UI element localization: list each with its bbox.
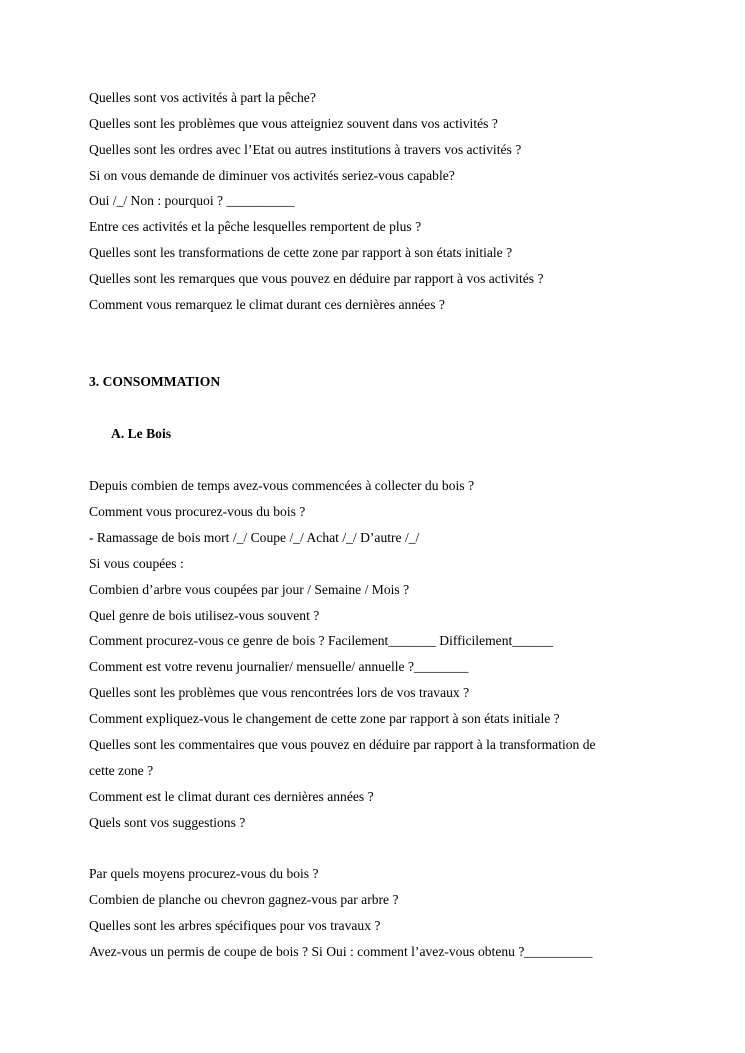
question-line: Quelles sont les commentaires que vous pouvez en déduire par rapport à la transformation de xyxy=(89,737,596,752)
subsection-heading: A. Le Bois xyxy=(111,426,172,441)
question-line: Combien d’arbre vous coupées par jour / Semaine / Mois ? xyxy=(89,582,410,597)
question-line: Par quels moyens procurez-vous du bois ? xyxy=(89,866,319,881)
question-line: Quel genre de bois utilisez-vous souvent ? xyxy=(89,608,320,623)
question-line: Comment expliquez-vous le changement de cette zone par rapport à son états initiale ? xyxy=(89,711,560,726)
question-line: Comment est le climat durant ces dernières années ? xyxy=(89,789,374,804)
question-line: Oui /_/ Non : pourquoi ? __________ xyxy=(89,193,295,208)
question-line: Comment procurez-vous ce genre de bois ? Facilement_______ Difficilement______ xyxy=(89,633,554,648)
question-line: Quelles sont les ordres avec l’Etat ou autres institutions à travers vos activités ? xyxy=(89,142,522,157)
question-line: Entre ces activités et la pêche lesquelles remportent de plus ? xyxy=(89,219,422,234)
section-heading: 3. CONSOMMATION xyxy=(89,374,221,389)
question-line: Combien de planche ou chevron gagnez-vous par arbre ? xyxy=(89,892,399,907)
question-line: Comment vous remarquez le climat durant ces dernières années ? xyxy=(89,297,445,312)
question-line: Quelles sont les problèmes que vous rencontrées lors de vos travaux ? xyxy=(89,685,470,700)
question-line: Si vous coupées : xyxy=(89,556,184,571)
question-line: Quels sont vos suggestions ? xyxy=(89,815,246,830)
question-line: - Ramassage de bois mort /_/ Coupe /_/ Achat /_/ D’autre /_/ xyxy=(89,530,420,545)
question-line: Comment vous procurez-vous du bois ? xyxy=(89,504,306,519)
question-line: Avez-vous un permis de coupe de bois ? Si Oui : comment l’avez-vous obtenu ?__________ xyxy=(89,944,593,959)
question-line: Quelles sont les arbres spécifiques pour vos travaux ? xyxy=(89,918,381,933)
question-line: Quelles sont les problèmes que vous atteigniez souvent dans vos activités ? xyxy=(89,116,498,131)
question-line: Quelles sont les remarques que vous pouvez en déduire par rapport à vos activités ? xyxy=(89,271,544,286)
question-line: Si on vous demande de diminuer vos activités seriez-vous capable? xyxy=(89,168,455,183)
question-line: Quelles sont vos activités à part la pêche? xyxy=(89,90,316,105)
question-line: Comment est votre revenu journalier/ mensuelle/ annuelle ?________ xyxy=(89,659,469,674)
question-line: cette zone ? xyxy=(89,763,154,778)
question-line: Depuis combien de temps avez-vous commencées à collecter du bois ? xyxy=(89,478,475,493)
question-line: Quelles sont les transformations de cette zone par rapport à son états initiale ? xyxy=(89,245,513,260)
